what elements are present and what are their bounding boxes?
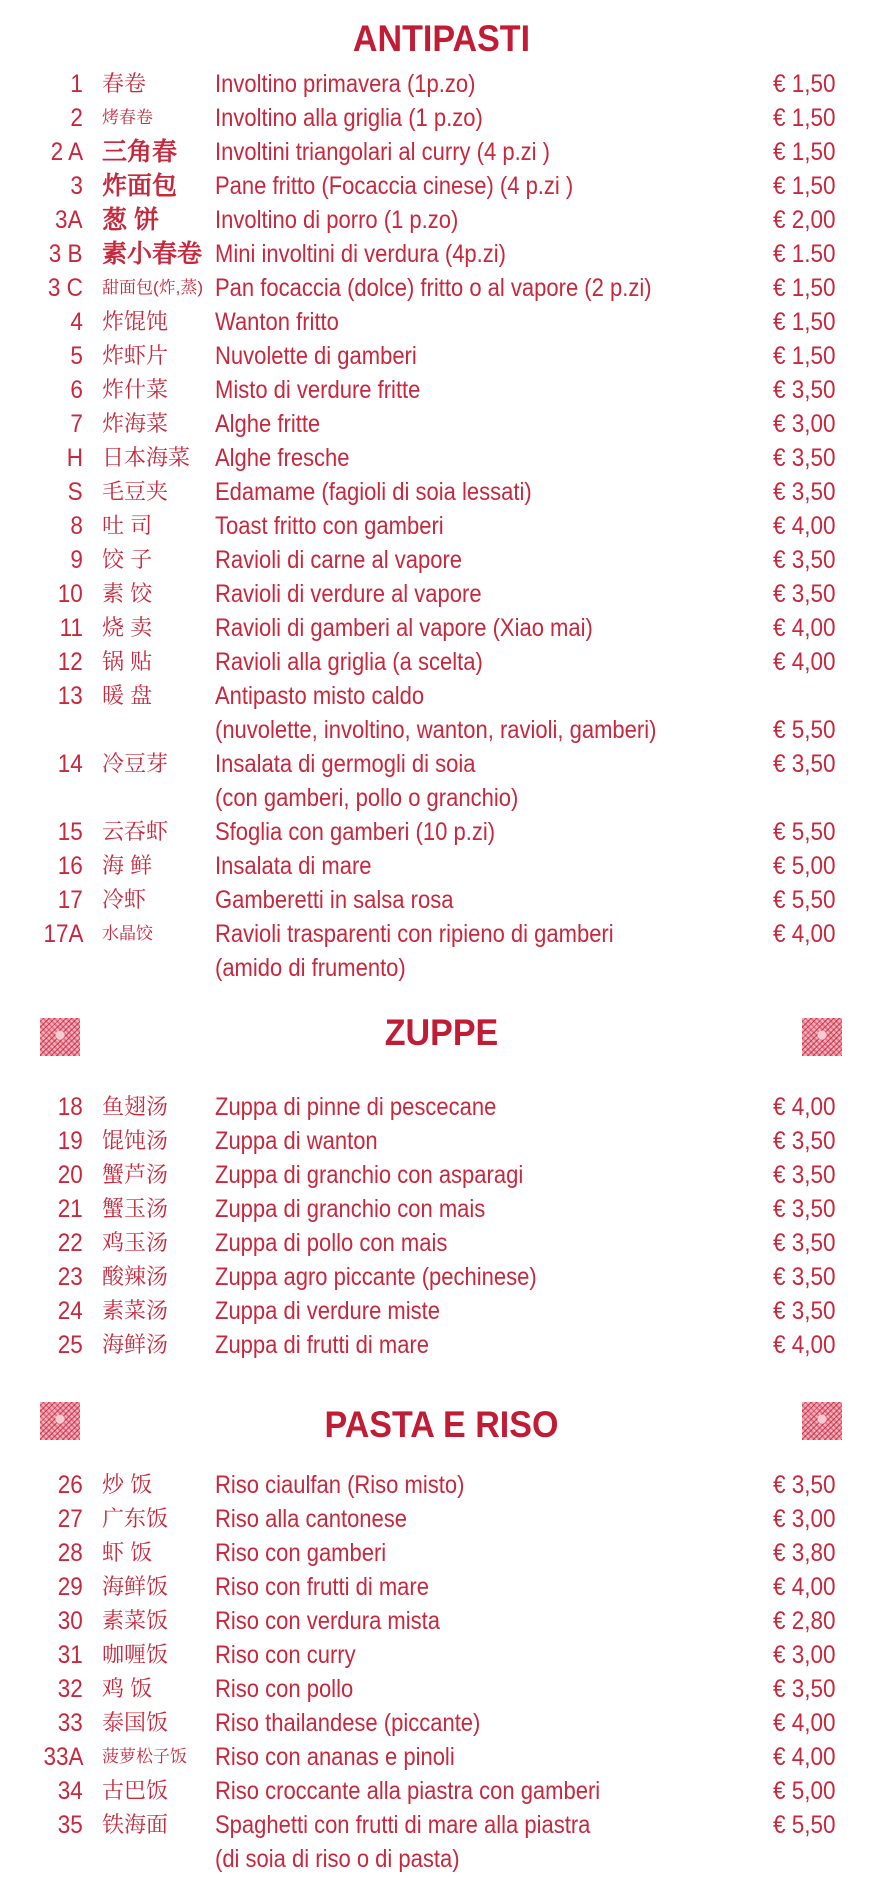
item-price: € 4,00: [773, 1331, 836, 1359]
item-price: € 3,50: [773, 1127, 836, 1155]
menu-item: [0, 543, 883, 577]
item-description: Nuvolette di gamberi: [215, 342, 417, 370]
item-price: € 1,50: [773, 70, 836, 98]
item-number: 3: [70, 172, 83, 200]
item-number: H: [66, 444, 83, 472]
item-number: 2: [70, 104, 83, 132]
item-chinese-name: 素菜汤: [102, 1298, 169, 1323]
item-number: 5: [70, 342, 83, 370]
menu-item: [0, 1090, 883, 1124]
item-description: Insalata di germogli di soia: [215, 750, 476, 778]
item-chinese-name: 虾 饭: [102, 1540, 153, 1565]
menu-item: [0, 1502, 883, 1536]
item-chinese-name: 鸡 饭: [102, 1676, 153, 1701]
item-number: 28: [57, 1539, 83, 1567]
item-description: Riso con ananas e pinoli: [215, 1743, 455, 1771]
item-chinese-name: 馄饨汤: [102, 1128, 169, 1153]
item-number: 2 A: [50, 138, 83, 166]
item-price: € 4,00: [773, 648, 836, 676]
item-price: € 5,50: [773, 886, 836, 914]
menu-item-continuation: [0, 1842, 883, 1876]
item-chinese-name: 炸海菜: [102, 411, 169, 436]
item-description: Zuppa di wanton: [215, 1127, 378, 1155]
item-description: Riso ciaulfan (Riso misto): [215, 1471, 465, 1499]
menu-item: [0, 407, 883, 441]
menu-item: [0, 1774, 883, 1808]
item-number: 3A: [55, 206, 83, 234]
item-description: Riso alla cantonese: [215, 1505, 408, 1533]
item-chinese-name: 海 鲜: [102, 853, 153, 878]
item-number: 30: [57, 1607, 83, 1635]
item-description: Riso croccante alla piastra con gamberi: [215, 1777, 601, 1805]
item-chinese-name: 吐 司: [102, 513, 153, 538]
menu-item: [0, 1226, 883, 1260]
item-price: € 2,00: [773, 206, 836, 234]
menu-item: [0, 1808, 883, 1842]
item-description: Edamame (fagioli di soia lessati): [215, 478, 532, 506]
menu-item: [0, 611, 883, 645]
item-price: € 2,80: [773, 1607, 836, 1635]
item-chinese-name: 三角春: [102, 138, 178, 166]
item-price: € 1,50: [773, 308, 836, 336]
item-description: Zuppa di granchio con asparagi: [215, 1161, 524, 1189]
item-description-detail: (con gamberi, pollo o granchio): [215, 784, 519, 812]
item-price: € 3,00: [773, 1641, 836, 1669]
section-title-antipasti: ANTIPASTI: [352, 18, 531, 59]
item-price: € 4,00: [773, 614, 836, 642]
item-price: € 1,50: [773, 104, 836, 132]
item-price: € 5,00: [773, 852, 836, 880]
item-number: S: [67, 478, 83, 506]
item-number: 20: [57, 1161, 83, 1189]
item-chinese-name: 锅 贴: [102, 649, 153, 674]
item-price: € 3,50: [773, 1161, 836, 1189]
menu-item: [0, 271, 883, 305]
item-chinese-name: 酸辣汤: [102, 1264, 169, 1289]
item-chinese-name: 炸虾片: [102, 343, 169, 368]
item-price: € 4,00: [773, 1743, 836, 1771]
menu-item-continuation: [0, 713, 883, 747]
item-price: € 5,50: [773, 716, 836, 744]
item-description-detail: (nuvolette, involtino, wanton, ravioli, gamberi): [215, 716, 657, 744]
item-number: 18: [57, 1093, 83, 1121]
item-description: Antipasto misto caldo: [215, 682, 425, 710]
item-description: Zuppa di verdure miste: [215, 1297, 441, 1325]
item-price: € 3,50: [773, 444, 836, 472]
menu-item: [0, 237, 883, 271]
menu-item: [0, 1158, 883, 1192]
menu-item: [0, 1124, 883, 1158]
item-number: 12: [57, 648, 83, 676]
item-price: € 3,50: [773, 1297, 836, 1325]
item-number: 29: [57, 1573, 83, 1601]
item-description: Involtino di porro (1 p.zo): [215, 206, 459, 234]
item-chinese-name: 铁海面: [102, 1812, 169, 1837]
menu-item: [0, 917, 883, 951]
item-description: Ravioli trasparenti con ripieno di gamberi: [215, 920, 614, 948]
item-number: 15: [57, 818, 83, 846]
menu-item: [0, 373, 883, 407]
item-price: € 3,50: [773, 750, 836, 778]
item-number: 1: [70, 70, 83, 98]
item-description: Zuppa agro piccante (pechinese): [215, 1263, 537, 1291]
item-chinese-name: 炸什菜: [102, 377, 169, 402]
item-price: € 4,00: [773, 920, 836, 948]
item-number: 17A: [42, 920, 83, 948]
item-number: 21: [57, 1195, 83, 1223]
item-chinese-name: 炸面包: [102, 172, 178, 200]
menu-item: [0, 339, 883, 373]
menu-item: [0, 815, 883, 849]
item-price: € 5,50: [773, 1811, 836, 1839]
item-price: € 1,50: [773, 342, 836, 370]
item-chinese-name: 饺 子: [102, 547, 153, 572]
item-number: 3 B: [49, 240, 83, 268]
item-price: € 1,50: [773, 138, 836, 166]
item-number: 19: [57, 1127, 83, 1155]
item-description: Zuppa di pinne di pescecane: [215, 1093, 497, 1121]
item-price: € 3,80: [773, 1539, 836, 1567]
item-number: 7: [70, 410, 83, 438]
menu-item: [0, 101, 883, 135]
menu-item: [0, 203, 883, 237]
item-chinese-name: 水晶饺: [102, 924, 153, 943]
item-price: € 3,00: [773, 1505, 836, 1533]
menu-item: [0, 849, 883, 883]
item-description: Zuppa di granchio con mais: [215, 1195, 486, 1223]
ornament-icon: [802, 1402, 842, 1440]
menu-item-continuation: [0, 951, 883, 985]
item-description: Misto di verdure fritte: [215, 376, 421, 404]
item-price: € 5,00: [773, 1777, 836, 1805]
item-chinese-name: 海鲜汤: [102, 1332, 169, 1357]
item-price: € 3,50: [773, 478, 836, 506]
item-price: € 3,50: [773, 376, 836, 404]
menu-item: [0, 1536, 883, 1570]
item-number: 33A: [42, 1743, 83, 1771]
item-description: Involtino primavera (1p.zo): [215, 70, 476, 98]
item-chinese-name: 冷豆芽: [102, 751, 169, 776]
item-description: Zuppa di frutti di mare: [215, 1331, 429, 1359]
item-price: € 5,50: [773, 818, 836, 846]
section-title-pasta-e-riso: PASTA E RISO: [324, 1404, 559, 1445]
item-number: 6: [70, 376, 83, 404]
item-number: 26: [57, 1471, 83, 1499]
item-number: 35: [57, 1811, 83, 1839]
item-description: Toast fritto con gamberi: [215, 512, 444, 540]
menu-item: [0, 747, 883, 781]
menu-item: [0, 509, 883, 543]
item-price: € 3,50: [773, 546, 836, 574]
item-description: Involtino alla griglia (1 p.zo): [215, 104, 483, 132]
menu-item: [0, 883, 883, 917]
menu-item: [0, 577, 883, 611]
item-chinese-name: 素小春卷: [102, 240, 203, 268]
item-chinese-name: 冷虾: [102, 887, 147, 912]
item-chinese-name: 烧 卖: [102, 615, 153, 640]
item-chinese-name: 甜面包(炸,蒸): [102, 278, 204, 297]
item-price: € 3,50: [773, 1229, 836, 1257]
item-chinese-name: 菠萝松子饭: [102, 1747, 187, 1766]
item-price: € 3,50: [773, 580, 836, 608]
menu-item: [0, 1672, 883, 1706]
menu-item: [0, 1706, 883, 1740]
item-price: € 3,50: [773, 1675, 836, 1703]
item-number: 22: [57, 1229, 83, 1257]
section-title-zuppe: ZUPPE: [384, 1012, 499, 1053]
item-chinese-name: 日本海菜: [102, 445, 191, 470]
item-chinese-name: 古巴饭: [102, 1778, 169, 1803]
item-number: 34: [57, 1777, 83, 1805]
item-description: Gamberetti in salsa rosa: [215, 886, 454, 914]
item-number: 27: [57, 1505, 83, 1533]
item-description: Pan focaccia (dolce) fritto o al vapore (2 p.zi): [215, 274, 652, 302]
item-description: Alghe fresche: [215, 444, 350, 472]
item-chinese-name: 蟹玉汤: [102, 1196, 169, 1221]
item-description: Ravioli di verdure al vapore: [215, 580, 482, 608]
menu-item: [0, 169, 883, 203]
menu-item: [0, 441, 883, 475]
menu-item: [0, 679, 883, 713]
item-description: Ravioli di carne al vapore: [215, 546, 463, 574]
item-description: Zuppa di pollo con mais: [215, 1229, 448, 1257]
item-price: € 1.50: [773, 240, 836, 268]
menu-item: [0, 475, 883, 509]
item-description: Riso con pollo: [215, 1675, 354, 1703]
item-chinese-name: 素 饺: [102, 581, 153, 606]
item-description: Wanton fritto: [215, 308, 339, 336]
item-chinese-name: 烤春卷: [102, 108, 153, 127]
item-number: 31: [57, 1641, 83, 1669]
item-number: 14: [57, 750, 83, 778]
menu-item: [0, 1570, 883, 1604]
item-number: 13: [57, 682, 83, 710]
item-description: Riso con frutti di mare: [215, 1573, 429, 1601]
menu-item: [0, 645, 883, 679]
menu-item: [0, 1604, 883, 1638]
menu-item: [0, 1294, 883, 1328]
item-chinese-name: 炸馄饨: [102, 309, 169, 334]
item-chinese-name: 葱 饼: [102, 206, 159, 234]
item-number: 10: [57, 580, 83, 608]
item-number: 24: [57, 1297, 83, 1325]
item-chinese-name: 鱼翅汤: [102, 1094, 169, 1119]
item-number: 3 C: [47, 274, 83, 302]
item-number: 9: [70, 546, 83, 574]
item-description: Alghe fritte: [215, 410, 321, 438]
item-description: Riso con verdura mista: [215, 1607, 440, 1635]
menu-item: [0, 1638, 883, 1672]
item-price: € 3,50: [773, 1471, 836, 1499]
item-chinese-name: 海鲜饭: [102, 1574, 169, 1599]
item-price: € 3,00: [773, 410, 836, 438]
item-price: € 4,00: [773, 1709, 836, 1737]
item-chinese-name: 春卷: [102, 71, 147, 96]
item-chinese-name: 云吞虾: [102, 819, 169, 844]
item-description: Mini involtini di verdura (4p.zi): [215, 240, 507, 268]
item-price: € 1,50: [773, 274, 836, 302]
item-number: 17: [57, 886, 83, 914]
item-chinese-name: 鸡玉汤: [102, 1230, 169, 1255]
item-number: 16: [57, 852, 83, 880]
menu-item: [0, 67, 883, 101]
item-description: Involtini triangolari al curry (4 p.zi ): [215, 138, 551, 166]
item-chinese-name: 蟹芦汤: [102, 1162, 169, 1187]
item-chinese-name: 素菜饭: [102, 1608, 169, 1633]
item-price: € 4,00: [773, 1093, 836, 1121]
menu-item: [0, 1468, 883, 1502]
item-description: Insalata di mare: [215, 852, 372, 880]
item-number: 33: [57, 1709, 83, 1737]
item-price: € 3,50: [773, 1263, 836, 1291]
item-chinese-name: 咖喱饭: [102, 1642, 169, 1667]
item-number: 25: [57, 1331, 83, 1359]
item-number: 11: [59, 614, 83, 642]
item-number: 32: [57, 1675, 83, 1703]
item-number: 23: [57, 1263, 83, 1291]
item-chinese-name: 炒 饭: [102, 1472, 153, 1497]
item-description: Riso con gamberi: [215, 1539, 387, 1567]
item-description: Spaghetti con frutti di mare alla piastra: [215, 1811, 591, 1839]
menu-item: [0, 1740, 883, 1774]
item-price: € 4,00: [773, 512, 836, 540]
item-price: € 1,50: [773, 172, 836, 200]
item-description-detail: (amido di frumento): [215, 954, 406, 982]
item-description: Ravioli alla griglia (a scelta): [215, 648, 483, 676]
item-description: Ravioli di gamberi al vapore (Xiao mai): [215, 614, 593, 642]
item-description: Pane fritto (Focaccia cinese) (4 p.zi ): [215, 172, 574, 200]
menu-item: [0, 1192, 883, 1226]
item-description: Riso thailandese (piccante): [215, 1709, 481, 1737]
menu-item: [0, 1328, 883, 1362]
menu-item: [0, 305, 883, 339]
menu-item-continuation: [0, 781, 883, 815]
item-chinese-name: 广东饭: [102, 1506, 169, 1531]
item-chinese-name: 暖 盘: [102, 683, 153, 708]
ornament-icon: [802, 1018, 842, 1056]
menu-item: [0, 135, 883, 169]
item-description: Riso con curry: [215, 1641, 356, 1669]
item-chinese-name: 泰国饭: [102, 1710, 169, 1735]
item-description-detail: (di soia di riso o di pasta): [215, 1845, 460, 1873]
item-price: € 4,00: [773, 1573, 836, 1601]
menu-item: [0, 1260, 883, 1294]
item-price: € 3,50: [773, 1195, 836, 1223]
item-number: 4: [70, 308, 83, 336]
item-chinese-name: 毛豆夹: [102, 479, 169, 504]
item-number: 8: [70, 512, 83, 540]
item-description: Sfoglia con gamberi (10 p.zi): [215, 818, 496, 846]
